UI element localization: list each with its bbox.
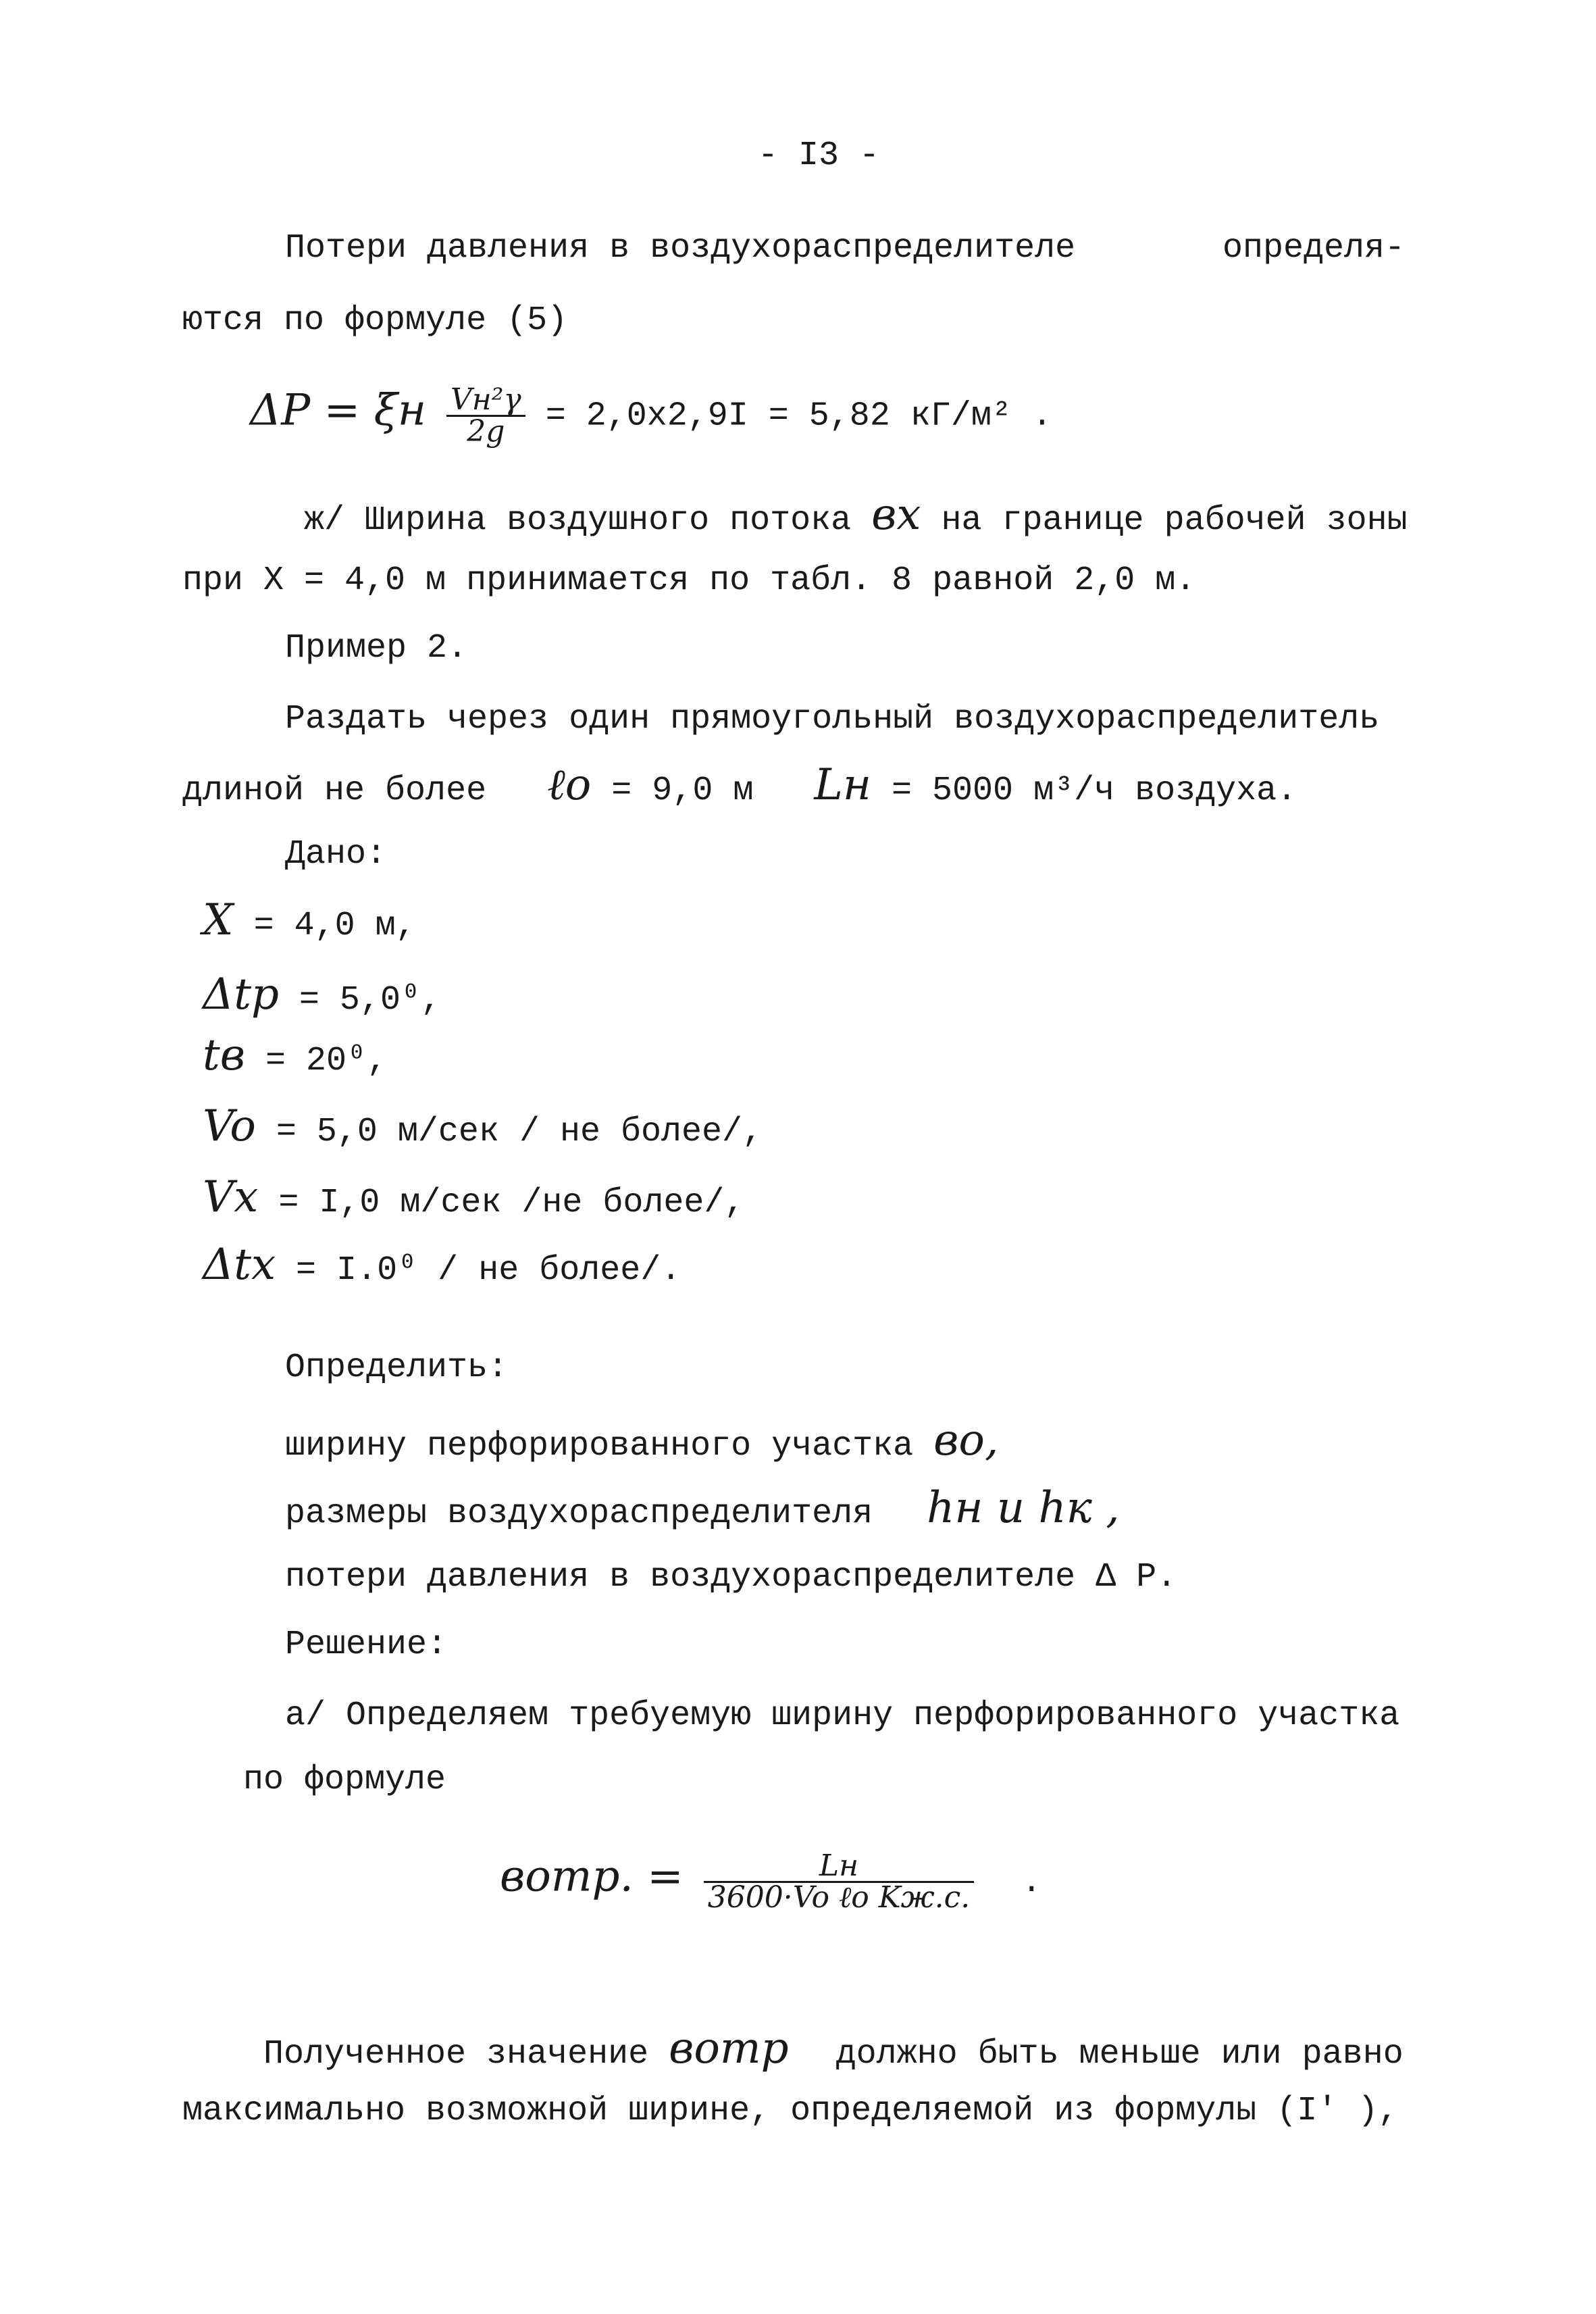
closing-text-1a: Полученное значение — [263, 2035, 649, 2073]
item-zh-line-1 — [304, 490, 1408, 540]
intro-line-1a: Потери давления в воздухораспределителе — [285, 229, 1076, 268]
page-number: - I3 - — [758, 136, 880, 175]
solution-line-2: по формуле — [243, 1761, 446, 1799]
formula-b0-required — [500, 1848, 1042, 1915]
given-value-dtx: = I.0⁰ / не более/. — [296, 1251, 681, 1290]
task-text-c: = 5000 м³/ч воздуха. — [892, 772, 1297, 810]
task-line-1: Раздать через один прямоугольный воздухораспределитель — [285, 700, 1380, 738]
solution-title: Решение: — [285, 1626, 448, 1664]
given-title: Дано: — [285, 835, 387, 874]
determine-symbol-b0: вo, — [933, 1415, 999, 1465]
given-item-vx — [203, 1172, 745, 1222]
given-item-dtp — [203, 970, 442, 1020]
determine-line-1 — [285, 1415, 999, 1465]
given-value-vx: = I,0 м/сек /не более/, — [278, 1184, 745, 1222]
formula-b0-dot: . — [1021, 1863, 1042, 1902]
intro-line-2: ются по формуле (5) — [182, 301, 568, 340]
given-value-dtp: = 5,0⁰, — [299, 981, 442, 1020]
item-zh-text-a: ж/ Ширина воздушного потока — [304, 501, 852, 540]
closing-text-1b: должно быть меньше или равно — [835, 2035, 1404, 2073]
formula-dp-fraction — [446, 382, 525, 449]
given-symbol-x: X — [203, 895, 234, 945]
determine-symbol-hn-hk: hн и hк , — [927, 1483, 1120, 1533]
formula-dp-numerator: Vн²γ — [446, 385, 525, 417]
determine-text-1: ширину перфорированного участка — [285, 1427, 914, 1465]
given-symbol-tv: tв — [203, 1030, 245, 1080]
formula-dp-denominator: 2g — [467, 414, 505, 449]
item-zh-text-b: на границе рабочей зоны — [941, 501, 1408, 540]
given-value-tv: = 20⁰, — [265, 1042, 388, 1080]
given-value-vo: = 5,0 м/сек / не более/, — [276, 1113, 763, 1151]
given-symbol-dtp: Δtр — [203, 970, 279, 1020]
item-zh-symbol: вх — [871, 490, 921, 540]
item-zh-line-2: при X = 4,0 м принимается по табл. 8 равной 2,0 м. — [182, 561, 1196, 600]
formula-b0-fraction — [704, 1848, 974, 1915]
task-line-2 — [182, 760, 1297, 810]
formula-b0-numerator: Lн — [704, 1851, 974, 1883]
solution-line-1: а/ Определяем требуемую ширину перфорированного участка — [285, 1696, 1400, 1735]
given-item-x — [203, 895, 416, 945]
given-value-x: = 4,0 м, — [253, 907, 416, 945]
task-symbol-l0: ℓo — [547, 760, 592, 810]
formula-pressure-loss — [250, 382, 1052, 449]
given-item-dtx — [203, 1240, 681, 1290]
given-item-tv — [203, 1030, 388, 1080]
intro-line-1b: определя- — [1222, 229, 1406, 268]
formula-dp-lhs: ΔP = ξн — [250, 385, 426, 436]
task-symbol-lh: Lн — [814, 760, 872, 810]
closing-symbol-b0tr: вoтр — [669, 2023, 789, 2073]
closing-line-2: максимально возможной ширине, определяемой из формулы (I′ ), — [182, 2092, 1399, 2130]
determine-title: Определить: — [285, 1349, 509, 1387]
determine-line-3: потери давления в воздухораспределителе Δ P. — [285, 1558, 1177, 1596]
given-symbol-vo: Vo — [203, 1101, 256, 1151]
task-text-b: = 9,0 м — [611, 772, 754, 810]
given-item-vo — [203, 1101, 763, 1151]
formula-dp-rhs: = 2,0x2,9I = 5,82 кГ/м² . — [545, 397, 1052, 436]
given-symbol-vx: Vх — [203, 1172, 259, 1222]
determine-text-2: размеры воздухораспределителя — [285, 1494, 873, 1533]
formula-b0-lhs: вoтр. = — [500, 1851, 684, 1902]
formula-b0-denominator: 3600·Vo ℓo Kж.с. — [707, 1880, 971, 1915]
example-title: Пример 2. — [285, 629, 468, 668]
given-symbol-dtx: Δtх — [203, 1240, 276, 1290]
closing-line-1 — [263, 2023, 1404, 2073]
task-text-a: длиной не более — [182, 772, 487, 810]
determine-line-2 — [285, 1483, 1120, 1533]
